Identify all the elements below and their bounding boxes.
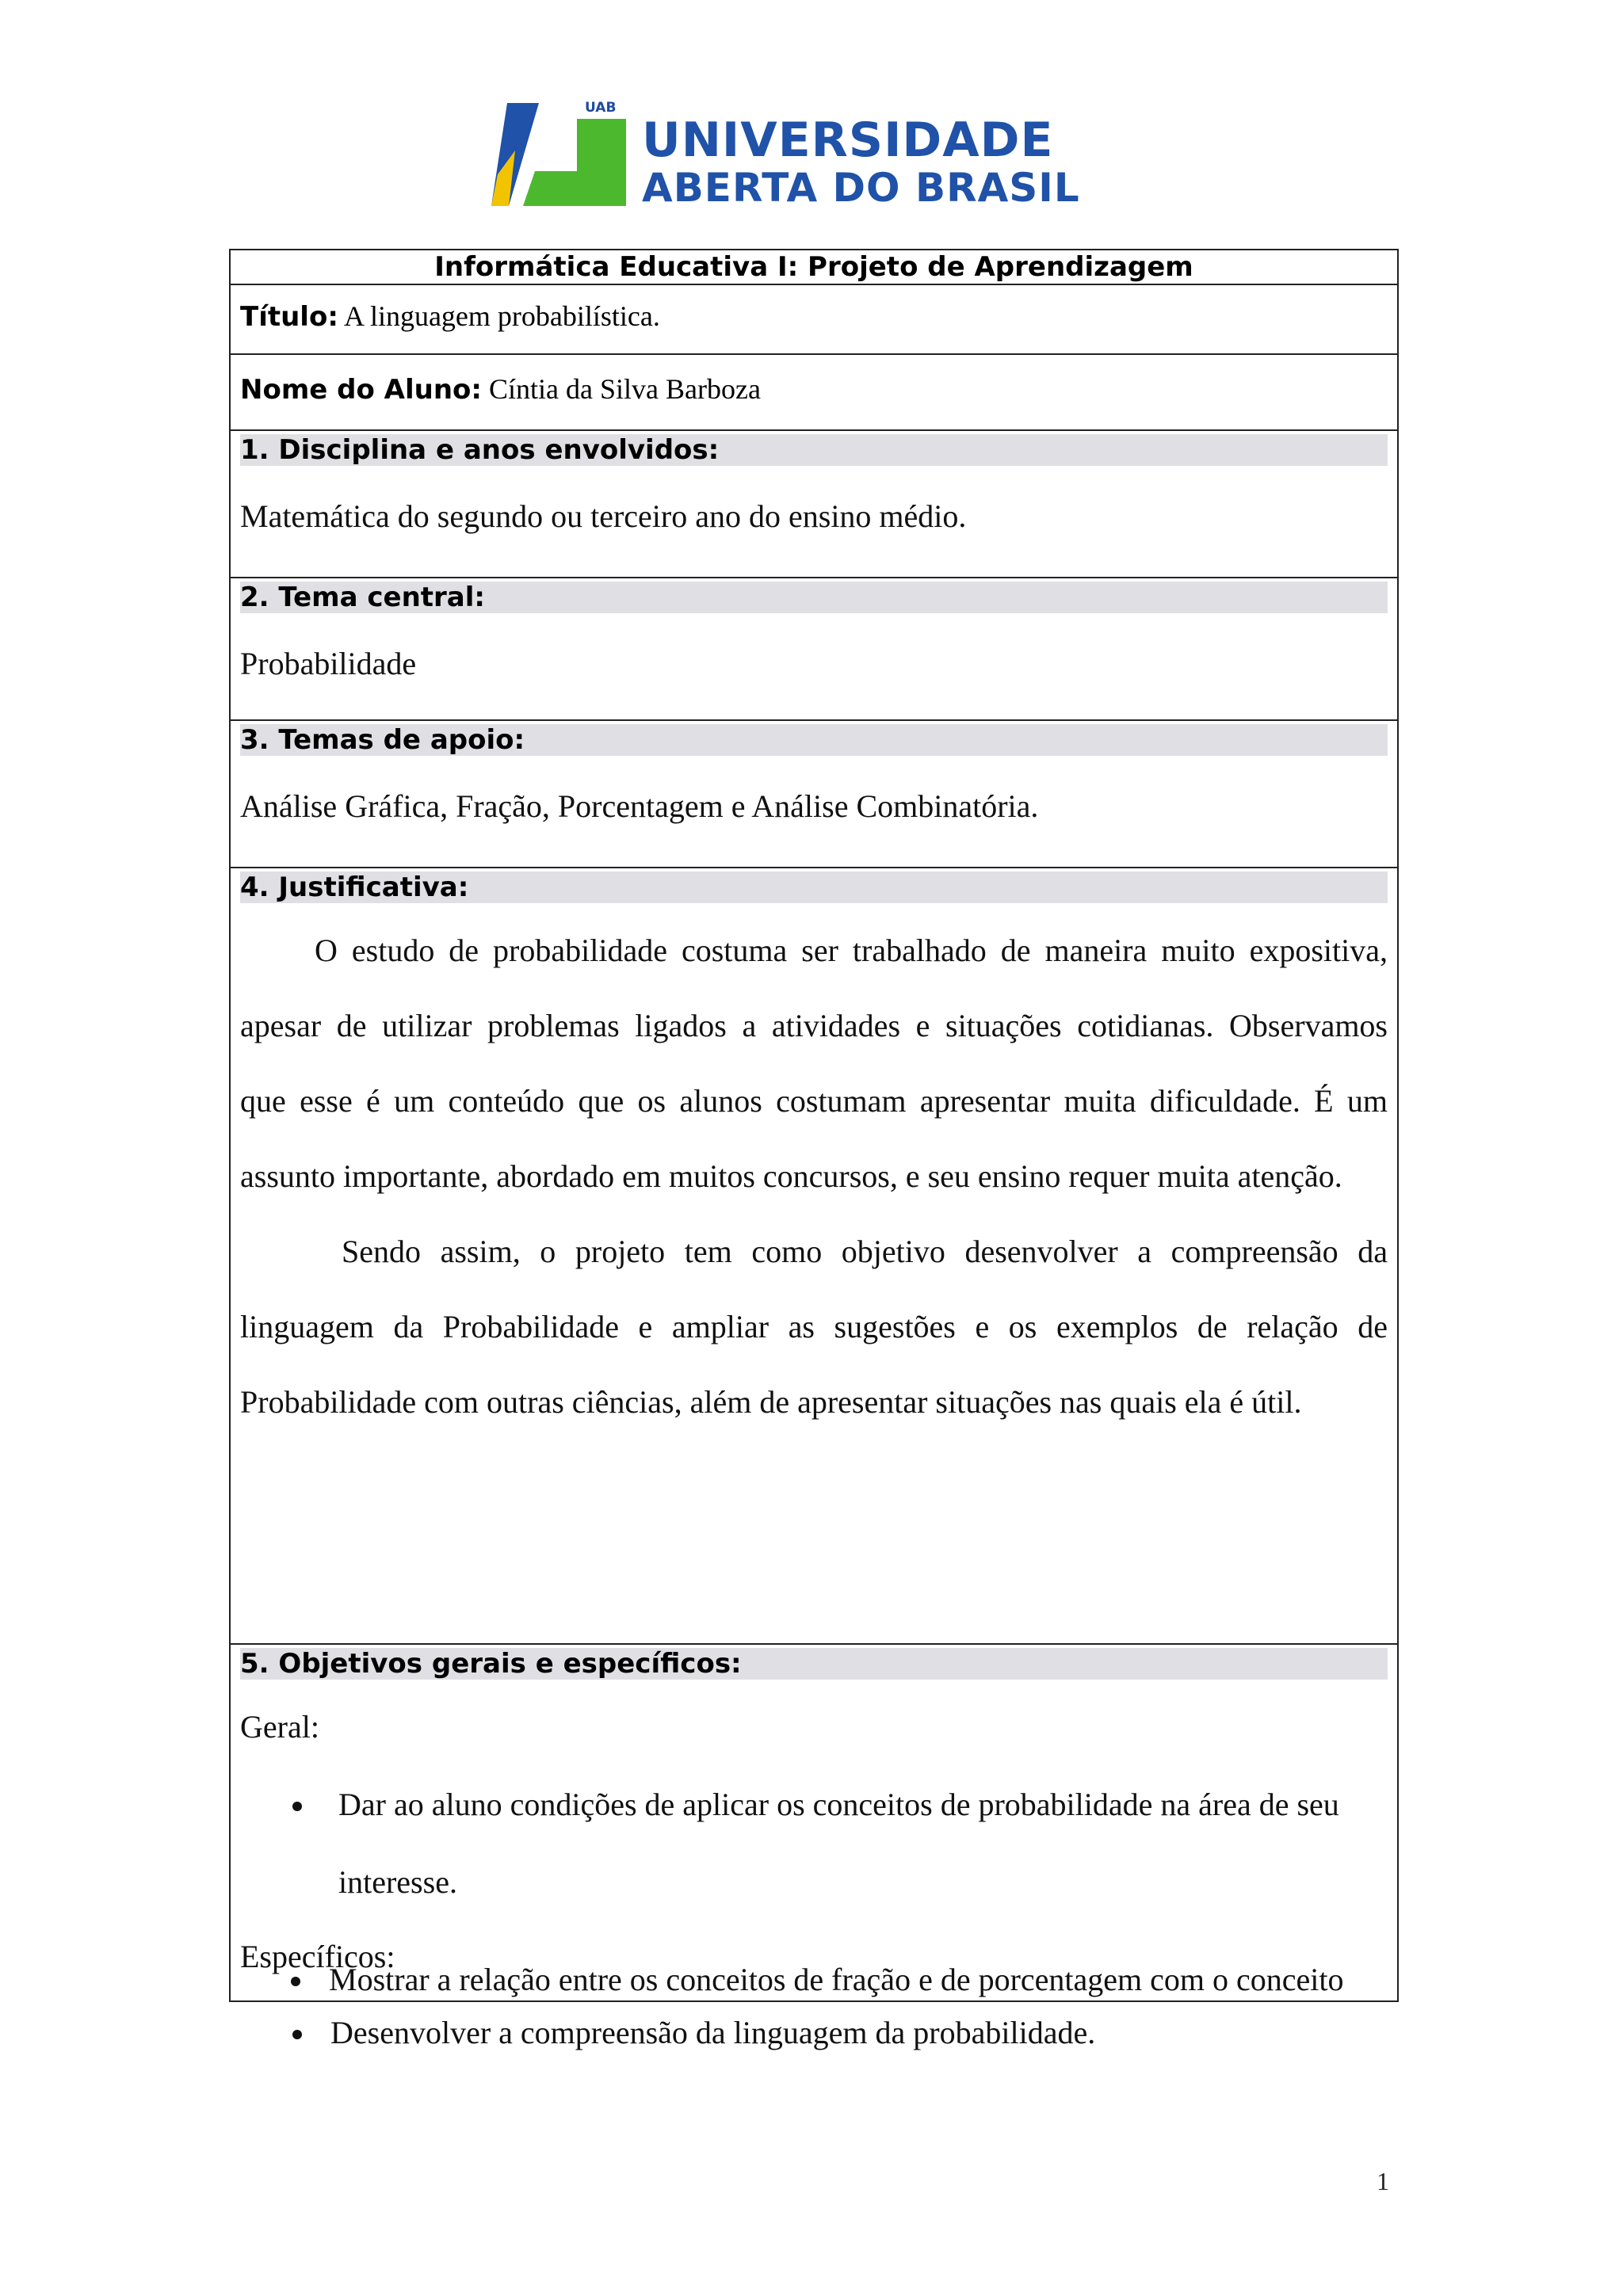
project-form (229, 249, 1399, 2050)
bullet-icon (291, 1977, 300, 1986)
geral-item-line-2: interesse. (338, 1864, 457, 1900)
page-number: 1 (1377, 2167, 1389, 2195)
section-3-heading: 3. Temas de apoio: (240, 724, 1388, 756)
uab-emblem-icon (491, 95, 642, 214)
section-5 (231, 1645, 1397, 2050)
section-4 (231, 868, 1397, 1645)
justificativa-line: Sendo assim, o projeto tem como objetivo desenvolver a compreensão da (342, 1234, 1388, 1269)
justificativa-line: Probabilidade com outras ciências, além de apresentar situações nas quais ela é útil. (240, 1384, 1302, 1420)
titulo-label: Título: (240, 301, 338, 333)
section-2 (231, 578, 1397, 721)
especificos-label: Específicos: (240, 1939, 395, 1974)
aluno-label: Nome do Aluno: (240, 374, 483, 406)
justificativa-line: O estudo de probabilidade costuma ser trabalhado de maneira muito expositiva, (315, 933, 1388, 968)
section-1-heading: 1. Disciplina e anos envolvidos: (240, 434, 1388, 466)
section-2-heading: 2. Tema central: (240, 582, 1388, 613)
logo-line-1: UNIVERSIDADE (642, 113, 1054, 168)
section-3 (231, 721, 1397, 868)
form-title: Informática Educativa I: Projeto de Aprendizagem (231, 250, 1397, 285)
especifico-item-1: Desenvolver a compreensão da linguagem da probabilidade. (330, 2015, 1096, 2050)
geral-label: Geral: (240, 1709, 319, 1745)
section-1-text: Matemática do segundo ou terceiro ano do ensino médio. (240, 498, 967, 534)
geral-item-line-1: Dar ao aluno condições de aplicar os conceitos de probabilidade na área de seu (338, 1787, 1339, 1822)
logo-line-2: ABERTA DO BRASIL (642, 165, 1080, 211)
justificativa-line: assunto importante, abordado em muitos concursos, e seu ensino requer muita atenção. (240, 1158, 1342, 1194)
bullet-icon (292, 1802, 302, 1811)
titulo-row (231, 285, 1397, 355)
aluno-row (231, 355, 1397, 431)
titulo-value: A linguagem probabilística. (343, 300, 660, 332)
especifico-item-2: Mostrar a relação entre os conceitos de fração e de porcentagem com o conceito (329, 1962, 1344, 1997)
justificativa-line: que esse é um conteúdo que os alunos costumam apresentar muita dificuldade. É um (240, 1083, 1388, 1119)
section-4-heading: 4. Justificativa: (240, 871, 1388, 903)
justificativa-line: linguagem da Probabilidade e ampliar as sugestões e os exemplos de relação de (240, 1309, 1388, 1344)
university-logo (491, 95, 1094, 214)
justificativa-line: apesar de utilizar problemas ligados a atividades e situações cotidianas. Observamos (240, 1008, 1388, 1043)
section-5-heading: 5. Objetivos gerais e específicos: (240, 1648, 1388, 1680)
section-3-text: Análise Gráfica, Fração, Porcentagem e Análise Combinatória. (240, 788, 1039, 824)
bullet-icon (292, 2030, 302, 2039)
aluno-value: Cíntia da Silva Barboza (489, 373, 761, 405)
section-2-text: Probabilidade (240, 646, 417, 681)
section-1 (231, 431, 1397, 578)
logo-uab-text: UAB (585, 100, 617, 116)
